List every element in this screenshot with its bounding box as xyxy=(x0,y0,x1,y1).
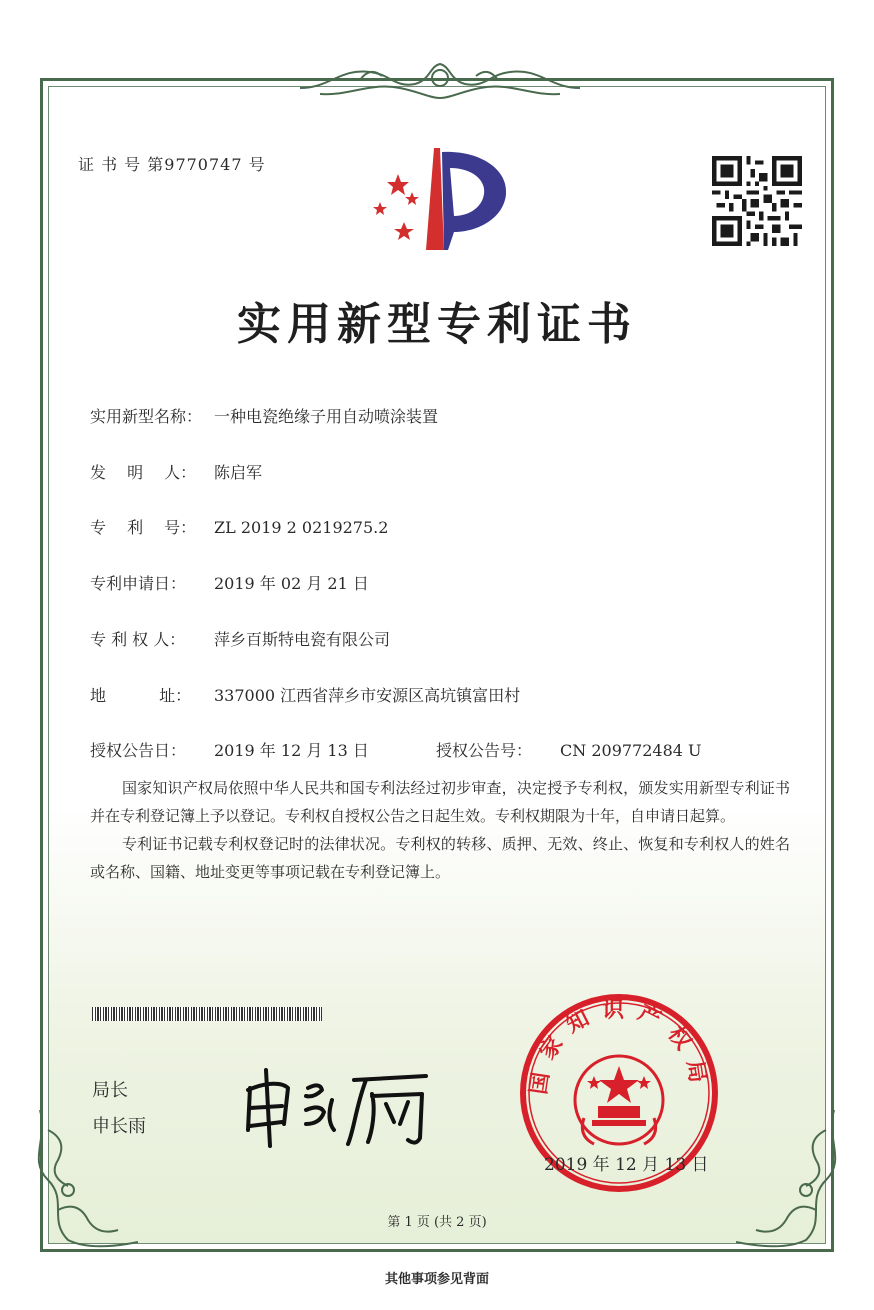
body-paragraph: 国家知识产权局依照中华人民共和国专利法经过初步审查，决定授予专利权，颁发实用新型专利证书并在专利登记簿上予以登记。专利权自授权公告之日起生效。专利权期限为十年，自申请日起算。 xyxy=(90,779,790,825)
certificate-title: 实用新型专利证书 xyxy=(237,299,637,350)
filing-date-value: 2019 年 02 月 21 日 xyxy=(214,574,369,593)
address-value: 337000 江西省萍乡市安源区高坑镇富田村 xyxy=(214,686,521,705)
grant-date-value: 2019 年 12 月 13 日 xyxy=(214,741,369,760)
page-info: 第 1 页 (共 2 页) xyxy=(387,1215,487,1230)
grant-number-value: CN 209772484 U xyxy=(560,741,702,760)
body-paragraph: 专利证书记载专利权登记时的法律状况。专利权的转移、质押、无效、终止、恢复和专利权人的姓名或名称、国籍、地址变更等事项记载在专利登记簿上。 xyxy=(90,835,790,881)
inventor-label: 发 明 人： xyxy=(90,463,197,482)
patent-office-logo-icon xyxy=(368,146,514,254)
barcode-icon xyxy=(92,1007,322,1021)
director-title: 局长 xyxy=(92,1080,128,1101)
seal-date: 2019 年 12 月 13 日 xyxy=(544,1155,709,1175)
patent-number-label: 专 利 号： xyxy=(90,518,197,537)
inventor-row xyxy=(90,460,262,483)
grant-number-row xyxy=(436,738,702,761)
director-name: 申长雨 xyxy=(92,1116,146,1137)
inventor-value: 陈启军 xyxy=(214,463,263,482)
utility-model-name-label: 实用新型名称： xyxy=(90,407,203,426)
grant-number-label: 授权公告号： xyxy=(436,741,533,760)
grant-date-label: 授权公告日： xyxy=(90,741,187,760)
top-ornament-icon xyxy=(300,58,580,104)
back-note: 其他事项参见背面 xyxy=(384,1272,489,1287)
patentee-label: 专 利 权 人： xyxy=(90,630,186,649)
certificate-body xyxy=(90,774,790,886)
address-label: 地 址： xyxy=(90,686,192,705)
patentee-row xyxy=(90,627,390,650)
seal-text: 国家知识产权局 xyxy=(526,998,712,1097)
certificate-number: 证 书 号 第9770747 号 xyxy=(78,155,266,174)
utility-model-name-row xyxy=(90,404,438,427)
director-signature-icon xyxy=(236,1060,446,1150)
address-row xyxy=(90,683,520,706)
patent-number-value: ZL 2019 2 0219275.2 xyxy=(214,518,389,537)
filing-date-label: 专利申请日： xyxy=(90,574,187,593)
qr-code-icon xyxy=(712,156,802,246)
patentee-value: 萍乡百斯特电瓷有限公司 xyxy=(214,630,391,649)
utility-model-name-value: 一种电瓷绝缘子用自动喷涂装置 xyxy=(214,407,439,426)
grant-date-row xyxy=(90,738,369,761)
filing-date-row xyxy=(90,571,369,594)
patent-number-row xyxy=(90,515,388,538)
